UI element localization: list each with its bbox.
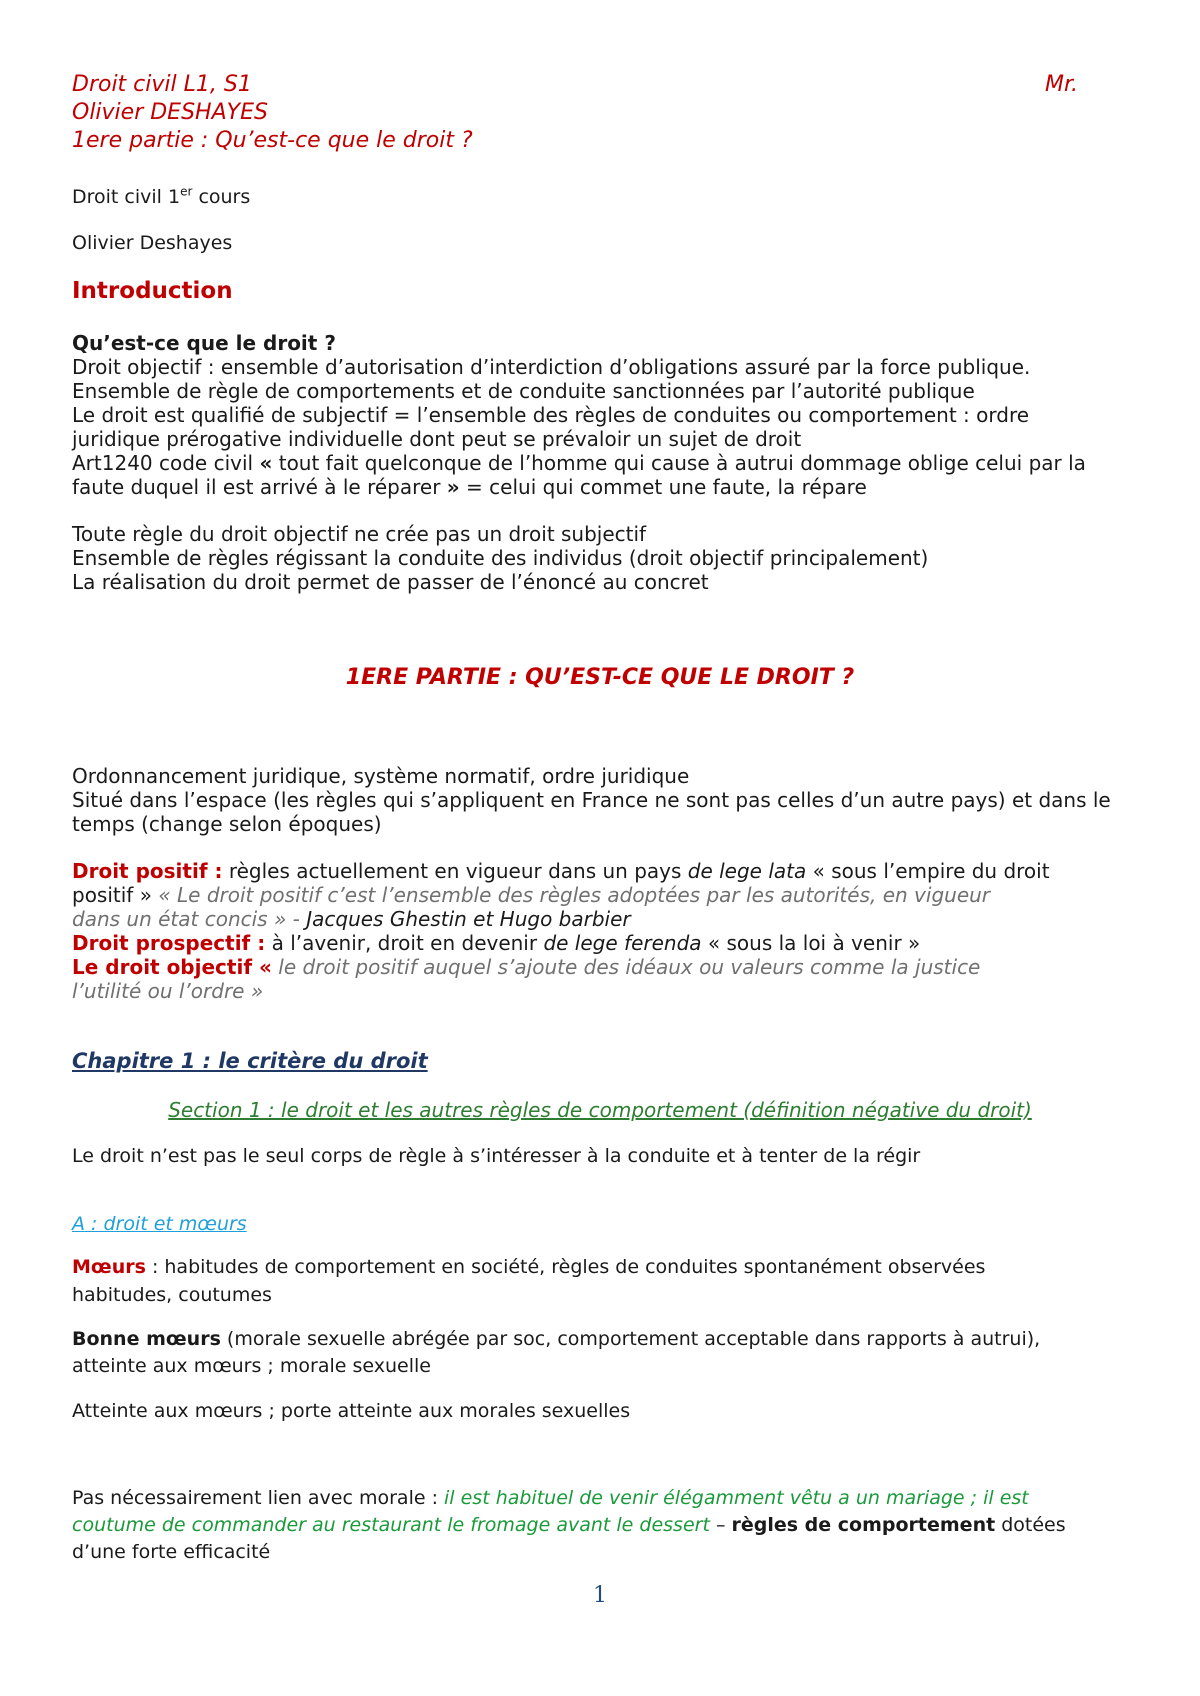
- pas-bold: règles de comportement: [731, 1514, 996, 1536]
- question-heading: Qu’est-ce que le droit ?: [72, 331, 336, 355]
- mr-label: Mr.: [1045, 72, 1078, 97]
- course-line-sup: er: [180, 184, 193, 199]
- pas-text-2: dotées: [995, 1514, 1066, 1536]
- article-line-1: [72, 451, 1086, 475]
- positif-latin: de lege lata: [687, 859, 807, 883]
- intro-line-2: Ensemble de règle de comportements et de conduite sanctionnées par l’autorité publique: [72, 379, 975, 403]
- article-line-2: [72, 475, 867, 499]
- pas-example-1: il est habituel de venir élégamment vêtu a un mariage ; il est: [444, 1487, 1029, 1509]
- introduction-heading: Introduction: [72, 278, 233, 304]
- article-explanation: = celui qui commet une faute, la répare: [459, 475, 867, 499]
- course-line-text: Droit civil 1: [72, 186, 181, 208]
- positif-label: Droit positif :: [72, 859, 223, 883]
- positif-text-2: « sous l’empire du droit: [806, 859, 1050, 883]
- article-ref: Art1240 code civil: [72, 451, 260, 475]
- chapter-title: Chapitre 1 : le critère du droit: [72, 1049, 428, 1073]
- intro-line-5: Toute règle du droit objectif ne crée pas un droit subjectif: [72, 522, 647, 546]
- moeurs-text: : habitudes de comportement en société, règles de conduites spontanément observées: [145, 1256, 986, 1278]
- intro-line-4: juridique prérogative individuelle dont peut se prévaloir un sujet de droit: [72, 427, 802, 451]
- moeurs-label: Mœurs: [72, 1256, 146, 1278]
- positif-quote-1: « Le droit positif c’est l’ensemble des règles adoptées par les autorités, en vigueur: [158, 883, 991, 907]
- section-title: Section 1 : le droit et les autres règles de comportement (définition négative du droit): [168, 1098, 1032, 1122]
- atteinte-line: Atteinte aux mœurs ; porte atteinte aux morales sexuelles: [72, 1400, 631, 1422]
- positif-text: règles actuellement en vigueur dans un pays: [222, 859, 688, 883]
- bonne-moeurs-label: Bonne mœurs: [72, 1328, 221, 1350]
- course-title: Droit civil L1, S1: [72, 72, 252, 97]
- bonne-moeurs-line-2: atteinte aux mœurs ; morale sexuelle: [72, 1355, 431, 1377]
- moeurs-line-1: [72, 1256, 985, 1278]
- professor-name: Olivier DESHAYES: [72, 100, 268, 125]
- quote-close: »: [446, 475, 460, 499]
- bonne-moeurs-text: (morale sexuelle abrégée par soc, comportement acceptable dans rapports à autrui),: [220, 1328, 1041, 1350]
- objectif-quote-1: le droit positif auquel s’ajoute des idéaux ou valeurs comme la justice: [271, 955, 981, 979]
- prospectif-text-2: « sous la loi à venir »: [701, 931, 921, 955]
- bonne-moeurs-line-1: [72, 1328, 1040, 1350]
- page-number: 1: [593, 1583, 607, 1608]
- section-text: Le droit n’est pas le seul corps de règle à s’intéresser à la conduite et à tenter de la régir: [72, 1145, 921, 1167]
- author-name: Olivier Deshayes: [72, 232, 233, 254]
- part1-line-1: Ordonnancement juridique, système normatif, ordre juridique: [72, 764, 690, 788]
- positif-authors: Jacques Ghestin et Hugo barbier: [306, 907, 631, 931]
- objectif-label: Le droit objectif «: [72, 955, 272, 979]
- course-line-suffix: cours: [192, 186, 251, 208]
- intro-line-6: Ensemble de règles régissant la conduite des individus (droit objectif principalement): [72, 546, 929, 570]
- pas-text: Pas nécessairement lien avec morale :: [72, 1487, 445, 1509]
- pas-example-2: coutume de commander au restaurant le fromage avant le dessert: [72, 1514, 710, 1536]
- intro-line-1: Droit objectif : ensemble d’autorisation d’interdiction d’obligations assuré par la force publique.: [72, 355, 1031, 379]
- pas-line-2: [72, 1514, 1066, 1536]
- pas-line-1: [72, 1487, 1029, 1509]
- part1-line-3: temps (change selon époques): [72, 812, 382, 836]
- part1-line-2: Situé dans l’espace (les règles qui s’appliquent en France ne sont pas celles d’un autre pays) et dans le: [72, 788, 1111, 812]
- objectif-quote-2: l’utilité ou l’ordre »: [72, 979, 264, 1003]
- article-quote-2: faute duquel il est arrivé à le réparer: [72, 475, 447, 499]
- part-title-header: 1ere partie : Qu’est-ce que le droit ?: [72, 128, 473, 153]
- positif-line-1: [72, 859, 1050, 883]
- positif-line-2: [72, 883, 990, 907]
- intro-line-3: Le droit est qualifié de subjectif = l’ensemble des règles de conduites ou comportement : ordre: [72, 403, 1030, 427]
- positif-text-3: positif »: [72, 883, 159, 907]
- positif-line-3: [72, 907, 631, 931]
- prospectif-line: [72, 931, 920, 955]
- pas-dash: –: [709, 1514, 732, 1536]
- moeurs-line-2: habitudes, coutumes: [72, 1284, 272, 1306]
- prospectif-latin: de lege ferenda: [543, 931, 702, 955]
- course-line: [72, 186, 250, 208]
- part1-title: 1ERE PARTIE : QU’EST-CE QUE LE DROIT ?: [345, 665, 855, 690]
- pas-line-3: d’une forte efficacité: [72, 1541, 271, 1563]
- positif-quote-2: dans un état concis » -: [72, 907, 307, 931]
- objectif-line-1: [72, 955, 980, 979]
- subsection-a: A : droit et mœurs: [72, 1213, 247, 1235]
- intro-line-7: La réalisation du droit permet de passer de l’énoncé au concret: [72, 570, 709, 594]
- objectif-line-2: [72, 979, 263, 1003]
- prospectif-text: à l’avenir, droit en devenir: [265, 931, 544, 955]
- quote-open: «: [259, 451, 273, 475]
- prospectif-label: Droit prospectif :: [72, 931, 266, 955]
- article-quote-1: tout fait quelconque de l’homme qui cause à autrui dommage oblige celui par la: [272, 451, 1086, 475]
